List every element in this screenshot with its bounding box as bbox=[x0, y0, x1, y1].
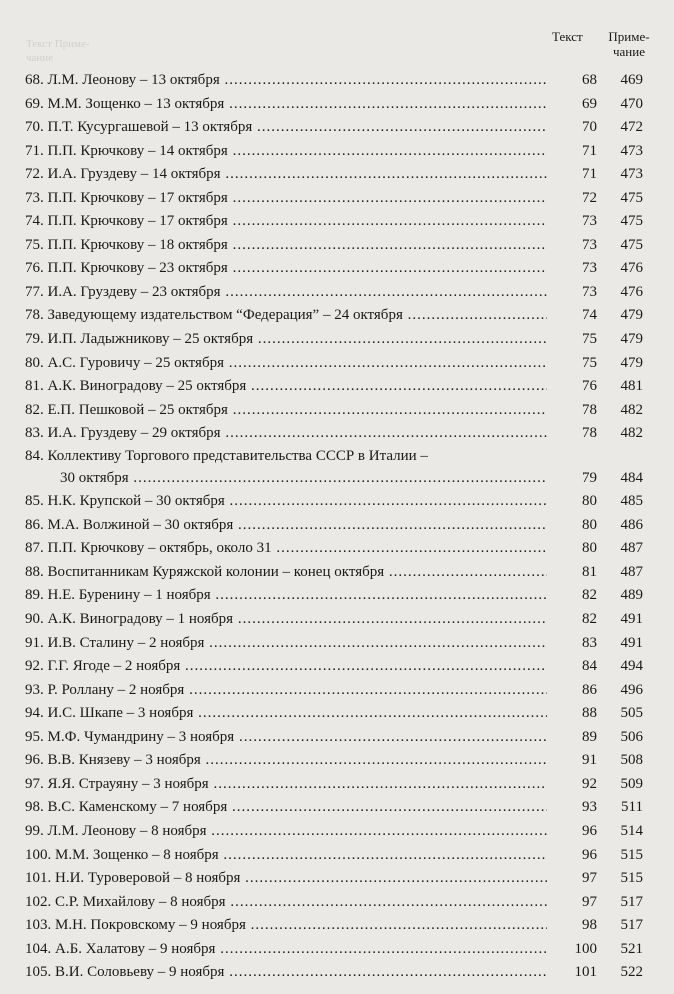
toc-entry-note-page: 484 bbox=[620, 469, 643, 486]
toc-entry bbox=[25, 749, 665, 773]
toc-entry-text-page: 75 bbox=[582, 354, 597, 371]
toc-entry-title-wrap bbox=[25, 446, 547, 467]
toc-entry bbox=[25, 702, 665, 726]
toc-entry bbox=[25, 608, 665, 632]
toc-entry-text-page: 82 bbox=[582, 611, 597, 628]
toc-entry-title-wrap bbox=[25, 938, 547, 962]
toc-entry bbox=[25, 375, 665, 399]
toc-entry-title-wrap bbox=[25, 514, 547, 538]
toc-entry-title: 100. М.М. Зощенко – 8 ноября ..... bbox=[25, 847, 547, 863]
toc-entry-title: 77. И.А. Груздеву – 23 октября ..... bbox=[25, 284, 547, 300]
toc-entry-title-wrap bbox=[25, 328, 547, 352]
toc-entry-text-page: 78 bbox=[582, 425, 597, 442]
toc-entry-title: 85. Н.К. Крупской – 30 октября ..... bbox=[25, 493, 547, 509]
toc-entry-note-page: 482 bbox=[620, 425, 643, 442]
toc-entry-note-page: 481 bbox=[620, 378, 643, 395]
toc-entry-note-page: 491 bbox=[620, 634, 643, 651]
toc-entry bbox=[25, 69, 665, 93]
toc-entry-note-page: 485 bbox=[620, 493, 643, 510]
toc-entry-text-page: 76 bbox=[582, 378, 597, 395]
toc-entry-text-page: 71 bbox=[582, 142, 597, 159]
toc-entry bbox=[25, 490, 665, 514]
toc-entry-title: 68. Л.М. Леонову – 13 октября ..... bbox=[25, 72, 547, 88]
toc-entry bbox=[25, 187, 665, 211]
toc-entry-text-page: 98 bbox=[582, 917, 597, 934]
toc-entry-text-page: 96 bbox=[582, 822, 597, 839]
toc-entry-note-page: 489 bbox=[620, 587, 643, 604]
toc-entry bbox=[25, 867, 665, 891]
toc-entry-title: 82. Е.П. Пешковой – 25 октября ..... bbox=[25, 402, 547, 418]
toc-entry bbox=[25, 352, 665, 376]
toc-entry-text-page: 97 bbox=[582, 870, 597, 887]
toc-entry-title-wrap bbox=[25, 140, 547, 164]
toc-entry-title-wrap bbox=[25, 820, 547, 844]
toc-entry-note-page: 491 bbox=[620, 611, 643, 628]
toc-entry-note-page: 475 bbox=[620, 236, 643, 253]
toc-entry-note-page: 494 bbox=[620, 658, 643, 675]
toc-entry-title: 95. М.Ф. Чумандрину – 3 ноября ..... bbox=[25, 729, 547, 745]
toc-entry-title-wrap bbox=[25, 234, 547, 258]
toc-entry-title-wrap bbox=[25, 116, 547, 140]
toc-entry-note-page: 472 bbox=[620, 119, 643, 136]
toc-entry-note-page: 476 bbox=[620, 283, 643, 300]
toc-entry-text-page: 88 bbox=[582, 705, 597, 722]
toc-entry-title-wrap bbox=[25, 608, 547, 632]
toc-entry-title: 83. И.А. Груздеву – 29 октября ..... bbox=[25, 425, 547, 441]
toc-entry-note-page: 515 bbox=[620, 846, 643, 863]
toc-entry-note-page: 487 bbox=[620, 540, 643, 557]
toc-entry-text-page: 68 bbox=[582, 72, 597, 88]
toc-entry-title-wrap bbox=[25, 422, 547, 446]
toc-entry-title-wrap bbox=[25, 655, 547, 679]
toc-entry-note-page: 473 bbox=[620, 142, 643, 159]
toc-entry-title-wrap bbox=[25, 561, 547, 585]
column-header-text: Текст bbox=[552, 29, 583, 44]
toc-entry-title: 92. Г.Г. Ягоде – 2 ноября ..... bbox=[25, 658, 547, 674]
toc-entry-title: 102. С.Р. Михайлову – 8 ноября ..... bbox=[25, 894, 547, 910]
toc-entry-title: 103. М.Н. Покровскому – 9 ноября ..... bbox=[25, 917, 547, 933]
toc-entry bbox=[25, 467, 665, 491]
toc-entry-text-page: 69 bbox=[582, 95, 597, 112]
bleed-through-text: Текст Приме- bbox=[26, 38, 90, 50]
toc-entry-text-page: 71 bbox=[582, 166, 597, 183]
toc-entry-text-page: 89 bbox=[582, 728, 597, 745]
toc-entry-note-page: 496 bbox=[620, 681, 643, 698]
toc-entry-title: 105. В.И. Соловьеву – 9 ноября ..... bbox=[25, 964, 547, 980]
toc-entry-text-page: 81 bbox=[582, 563, 597, 580]
toc-entry-note-page: 511 bbox=[621, 799, 643, 816]
toc-entry-note-page: 522 bbox=[620, 964, 643, 981]
toc-entry-title-wrap bbox=[25, 749, 547, 773]
toc-entry bbox=[25, 914, 665, 938]
toc-entry-text-page: 72 bbox=[582, 189, 597, 206]
toc-entry-title-wrap bbox=[25, 679, 547, 703]
toc-entry-title: 78. Заведующему издательством “Федерация” – 24 октября ..... bbox=[25, 307, 547, 323]
toc-entry-note-page: 479 bbox=[620, 354, 643, 371]
toc-entry-title: 87. П.П. Крючкову – октябрь, около 31 ..... bbox=[25, 540, 547, 556]
toc-entry-title: 70. П.Т. Кусургашевой – 13 октября ..... bbox=[25, 119, 547, 135]
toc-entry-title-wrap bbox=[25, 796, 547, 820]
toc-entry-note-page: 475 bbox=[620, 189, 643, 206]
toc-entry-title-wrap bbox=[25, 867, 547, 891]
toc-entry-title-wrap bbox=[25, 163, 547, 187]
toc-entry-title-wrap bbox=[25, 210, 547, 234]
toc-entry-text-page: 73 bbox=[582, 260, 597, 277]
toc-entry-title-wrap bbox=[25, 702, 547, 726]
toc-entry bbox=[25, 514, 665, 538]
toc-entry-title: 99. Л.М. Леонову – 8 ноября ..... bbox=[25, 823, 547, 839]
toc-entry bbox=[25, 93, 665, 117]
toc-entry bbox=[25, 844, 665, 868]
toc-entry bbox=[25, 961, 665, 985]
toc-entry bbox=[25, 257, 665, 281]
toc-entry bbox=[25, 163, 665, 187]
toc-entry-title: 75. П.П. Крючкову – 18 октября ..... bbox=[25, 237, 547, 253]
toc-entry-title-wrap bbox=[25, 93, 547, 117]
toc-entry-note-page: 514 bbox=[620, 822, 643, 839]
toc-entry-title-wrap bbox=[25, 891, 547, 915]
toc-entry-title: 84. Коллективу Торгового представительства СССР в Италии – bbox=[25, 447, 428, 464]
toc-entry-title-wrap bbox=[25, 399, 547, 423]
toc-entry bbox=[25, 632, 665, 656]
toc-entry-title: 79. И.П. Ладыжникову – 25 октября ..... bbox=[25, 331, 547, 347]
toc-entry bbox=[25, 140, 665, 164]
toc-entry-text-page: 73 bbox=[582, 283, 597, 300]
toc-entry-title: 69. М.М. Зощенко – 13 октября ..... bbox=[25, 96, 547, 112]
toc-entry-title: 89. Н.Е. Буренину – 1 ноября ..... bbox=[25, 587, 547, 603]
toc-entry bbox=[25, 584, 665, 608]
toc-entry bbox=[25, 655, 665, 679]
toc-entry-text-page: 97 bbox=[582, 893, 597, 910]
toc-entry-text-page: 80 bbox=[582, 540, 597, 557]
toc-entry-title-wrap bbox=[25, 352, 547, 376]
toc-entry-title-wrap bbox=[25, 281, 547, 305]
toc-entry-title-wrap bbox=[25, 537, 547, 561]
toc-entry-title-wrap bbox=[25, 304, 547, 328]
toc-entry-title: 104. А.Б. Халатову – 9 ноября ..... bbox=[25, 941, 547, 957]
toc-entry-title: 101. Н.И. Туроверовой – 8 ноября ..... bbox=[25, 870, 547, 886]
toc-entry-text-page: 91 bbox=[582, 752, 597, 769]
toc-entry-note-page: 473 bbox=[620, 166, 643, 183]
toc-entry bbox=[25, 328, 665, 352]
toc-entry-note-page: 479 bbox=[620, 307, 643, 324]
toc-entry-title-wrap bbox=[25, 844, 547, 868]
toc-entry-title: 80. А.С. Гуровичу – 25 октября ..... bbox=[25, 355, 547, 371]
toc-entry-title: 97. Я.Я. Страуяну – 3 ноября ..... bbox=[25, 776, 547, 792]
toc-entry bbox=[25, 938, 665, 962]
toc-entry-text-page: 101 bbox=[574, 964, 597, 981]
toc-entry-note-page: 508 bbox=[620, 752, 643, 769]
toc-entry-title: 93. Р. Роллану – 2 ноября ..... bbox=[25, 682, 547, 698]
toc-entry-title: 91. И.В. Сталину – 2 ноября ..... bbox=[25, 635, 547, 651]
toc-entry-title-wrap bbox=[25, 187, 547, 211]
toc-entry-title: 94. И.С. Шкапе – 3 ноября ..... bbox=[25, 705, 547, 721]
toc-entry-text-page: 84 bbox=[582, 658, 597, 675]
toc-entry-text-page: 75 bbox=[582, 331, 597, 348]
toc-entry-text-page: 73 bbox=[582, 236, 597, 253]
toc-entry-title: 90. А.К. Виноградову – 1 ноября ..... bbox=[25, 611, 547, 627]
toc-entry-title-wrap bbox=[25, 914, 547, 938]
toc-entry bbox=[25, 796, 665, 820]
toc-entry-note-page: 515 bbox=[620, 870, 643, 887]
toc-entry-note-page: 506 bbox=[620, 728, 643, 745]
toc-entry bbox=[25, 726, 665, 750]
toc-entry bbox=[25, 773, 665, 797]
toc-entry-note-page: 517 bbox=[620, 893, 643, 910]
toc-entry-title: 81. А.К. Виноградову – 25 октября ..... bbox=[25, 378, 547, 394]
toc-entry-note-page: 521 bbox=[620, 940, 643, 957]
toc-entry-note-page: 470 bbox=[620, 95, 643, 112]
toc-entry-note-page: 517 bbox=[620, 917, 643, 934]
toc-entry-title: 72. И.А. Груздеву – 14 октября ..... bbox=[25, 166, 547, 182]
toc-entry-note-page: 509 bbox=[620, 775, 643, 792]
toc-entry-text-page: 83 bbox=[582, 634, 597, 651]
toc-entry-text-page: 78 bbox=[582, 401, 597, 418]
toc-entry-title-wrap bbox=[25, 726, 547, 750]
toc-entry-title: 98. В.С. Каменскому – 7 ноября ..... bbox=[25, 799, 547, 815]
toc-entry bbox=[25, 891, 665, 915]
toc-entry-note-page: 479 bbox=[620, 331, 643, 348]
toc-entry-title: 74. П.П. Крючкову – 17 октября ..... bbox=[25, 213, 547, 229]
toc-entry-title-wrap bbox=[25, 961, 547, 985]
toc-entry bbox=[25, 234, 665, 258]
toc-entry-title: 73. П.П. Крючкову – 17 октября ..... bbox=[25, 190, 547, 206]
toc-entry-title: 76. П.П. Крючкову – 23 октября ..... bbox=[25, 260, 547, 276]
toc-entry bbox=[25, 679, 665, 703]
toc-entry-text-page: 93 bbox=[582, 799, 597, 816]
toc-entry-note-page: 505 bbox=[620, 705, 643, 722]
column-header-note-text: Приме- чание bbox=[608, 29, 650, 59]
column-header-note bbox=[598, 29, 660, 59]
toc-entry bbox=[25, 537, 665, 561]
toc-entry-title-wrap bbox=[25, 375, 547, 399]
toc-entry bbox=[25, 399, 665, 423]
toc-entry-note-page: 475 bbox=[620, 213, 643, 230]
toc-entry-text-page: 82 bbox=[582, 587, 597, 604]
toc-entry-text-page: 70 bbox=[582, 119, 597, 136]
toc-entry-note-page: 486 bbox=[620, 516, 643, 533]
toc-entry bbox=[25, 281, 665, 305]
toc-entry-title-wrap bbox=[25, 257, 547, 281]
toc-entry-title: 30 октября ..... bbox=[60, 470, 547, 486]
toc-entry-title-wrap bbox=[25, 632, 547, 656]
toc-entry-text-page: 74 bbox=[582, 307, 597, 324]
toc-entry bbox=[25, 210, 665, 234]
toc-entry-title: 86. М.А. Волжиной – 30 октября ..... bbox=[25, 517, 547, 533]
toc-entry bbox=[25, 116, 665, 140]
toc-entry-note-page: 482 bbox=[620, 401, 643, 418]
toc-entry-title-wrap bbox=[60, 467, 547, 491]
toc-entry-text-page: 80 bbox=[582, 493, 597, 510]
toc-entry-note-page: 487 bbox=[620, 563, 643, 580]
toc-entry-text-page: 79 bbox=[582, 469, 597, 486]
toc-entry-text-page: 96 bbox=[582, 846, 597, 863]
toc-entry-title-wrap bbox=[25, 584, 547, 608]
toc-entry-text-page: 86 bbox=[582, 681, 597, 698]
toc-entry-title-wrap bbox=[25, 69, 547, 93]
toc-entry-note-page: 469 bbox=[620, 72, 643, 88]
toc-entry-text-page: 73 bbox=[582, 213, 597, 230]
toc-entry-text-page: 80 bbox=[582, 516, 597, 533]
toc-entry-title: 96. В.В. Князеву – 3 ноября ..... bbox=[25, 752, 547, 768]
toc-entry-text-page: 100 bbox=[574, 940, 597, 957]
toc-entry-title-wrap bbox=[25, 773, 547, 797]
table-of-contents bbox=[25, 69, 665, 985]
toc-entry bbox=[25, 422, 665, 446]
toc-entry bbox=[25, 304, 665, 328]
toc-entry-title: 88. Воспитанникам Куряжской колонии – конец октября ..... bbox=[25, 564, 547, 580]
bleed-through-text: чание bbox=[26, 52, 54, 64]
toc-entry-note-page: 476 bbox=[620, 260, 643, 277]
toc-entry bbox=[25, 446, 665, 467]
toc-entry bbox=[25, 820, 665, 844]
toc-entry-title-wrap bbox=[25, 490, 547, 514]
toc-entry-text-page: 92 bbox=[582, 775, 597, 792]
toc-entry bbox=[25, 561, 665, 585]
toc-entry-title: 71. П.П. Крючкову – 14 октября ..... bbox=[25, 143, 547, 159]
